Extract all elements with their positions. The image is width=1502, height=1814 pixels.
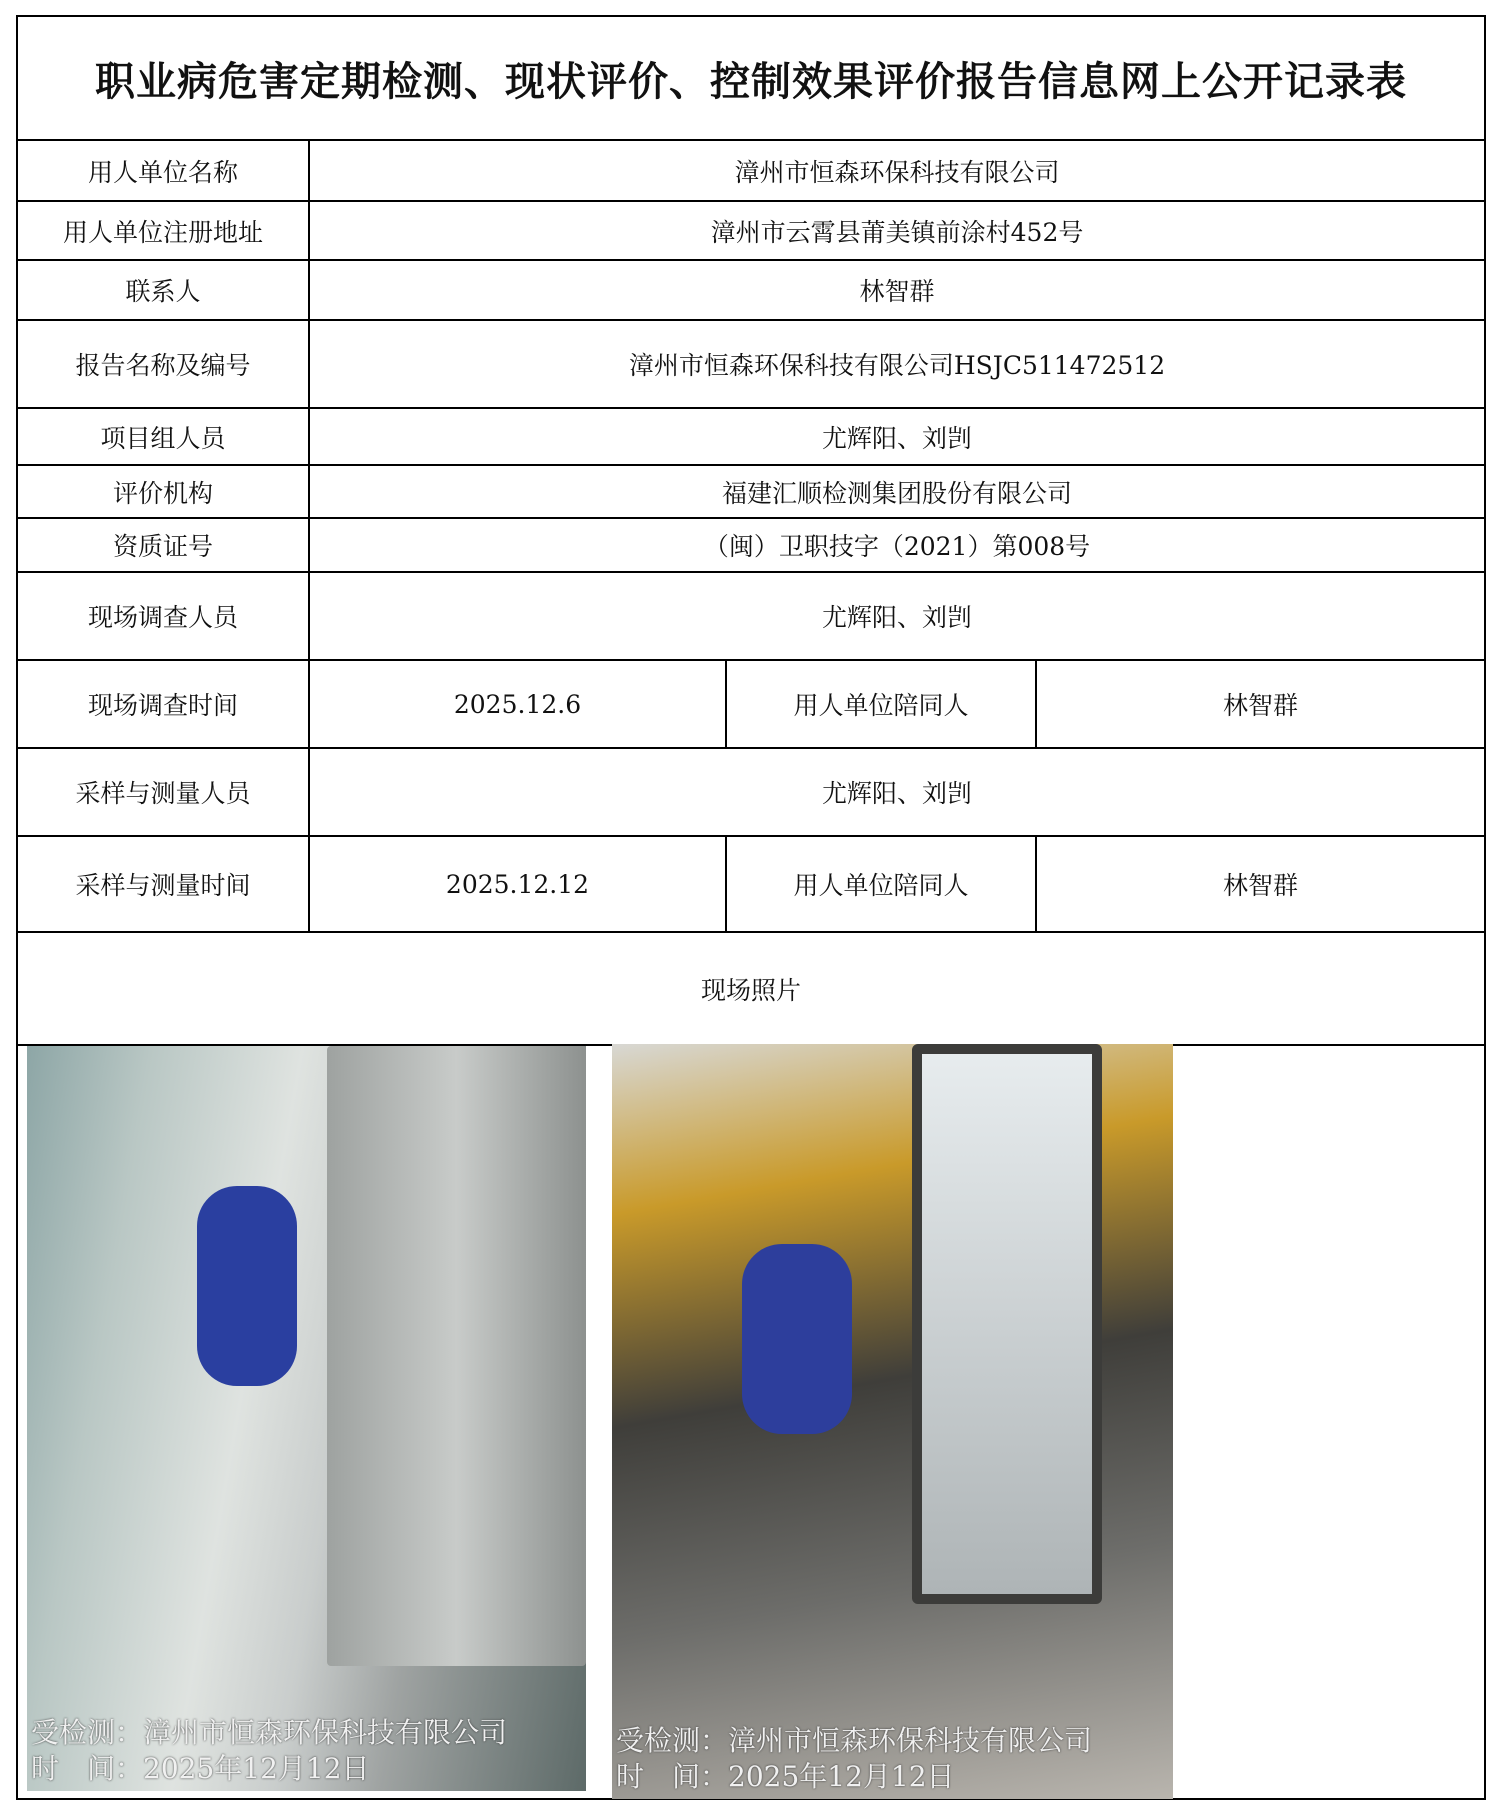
cabinet-shape (327, 1046, 586, 1666)
label-survey-escort: 用人单位陪同人 (727, 661, 1037, 749)
photo-caption: 受检测：漳州市恒森环保科技有限公司 时 间：2025年12月12日 (616, 1724, 1093, 1793)
label-employer-name: 用人单位名称 (18, 141, 310, 202)
label-project-team: 项目组人员 (18, 409, 310, 466)
value-license: （闽）卫职技字（2021）第008号 (310, 519, 1484, 573)
value-survey-escort: 林智群 (1037, 661, 1484, 749)
value-report: 漳州市恒森环保科技有限公司HSJC511472512 (310, 321, 1484, 409)
value-survey-staff: 尤辉阳、刘剀 (310, 573, 1484, 661)
value-project-team: 尤辉阳、刘剀 (310, 409, 1484, 466)
label-agency: 评价机构 (18, 466, 310, 519)
page-title: 职业病危害定期检测、现状评价、控制效果评价报告信息网上公开记录表 (18, 17, 1484, 141)
label-survey-time: 现场调查时间 (18, 661, 310, 749)
value-sampling-escort: 林智群 (1037, 837, 1484, 933)
loader-door (912, 1044, 1102, 1604)
value-address: 漳州市云霄县莆美镇前涂村452号 (310, 202, 1484, 261)
value-sampling-time: 2025.12.12 (310, 837, 727, 933)
value-contact: 林智群 (310, 261, 1484, 321)
site-photo-control-cabinet (27, 1046, 586, 1791)
site-photo-loader (612, 1044, 1173, 1799)
label-license: 资质证号 (18, 519, 310, 573)
label-survey-staff: 现场调查人员 (18, 573, 310, 661)
value-agency: 福建汇顺检测集团股份有限公司 (310, 466, 1484, 519)
label-report: 报告名称及编号 (18, 321, 310, 409)
record-table (16, 15, 1486, 1800)
label-address: 用人单位注册地址 (18, 202, 310, 261)
worker-figure (742, 1244, 852, 1434)
label-sampling-time: 采样与测量时间 (18, 837, 310, 933)
photo-caption: 受检测：漳州市恒森环保科技有限公司 时 间：2025年12月12日 (31, 1716, 508, 1785)
label-contact: 联系人 (18, 261, 310, 321)
photos-label: 现场照片 (18, 933, 1484, 1046)
worker-figure (197, 1186, 297, 1386)
label-sampling-staff: 采样与测量人员 (18, 749, 310, 837)
label-sampling-escort: 用人单位陪同人 (727, 837, 1037, 933)
value-survey-time: 2025.12.6 (310, 661, 727, 749)
value-employer-name: 漳州市恒森环保科技有限公司 (310, 141, 1484, 202)
value-sampling-staff: 尤辉阳、刘剀 (310, 749, 1484, 837)
